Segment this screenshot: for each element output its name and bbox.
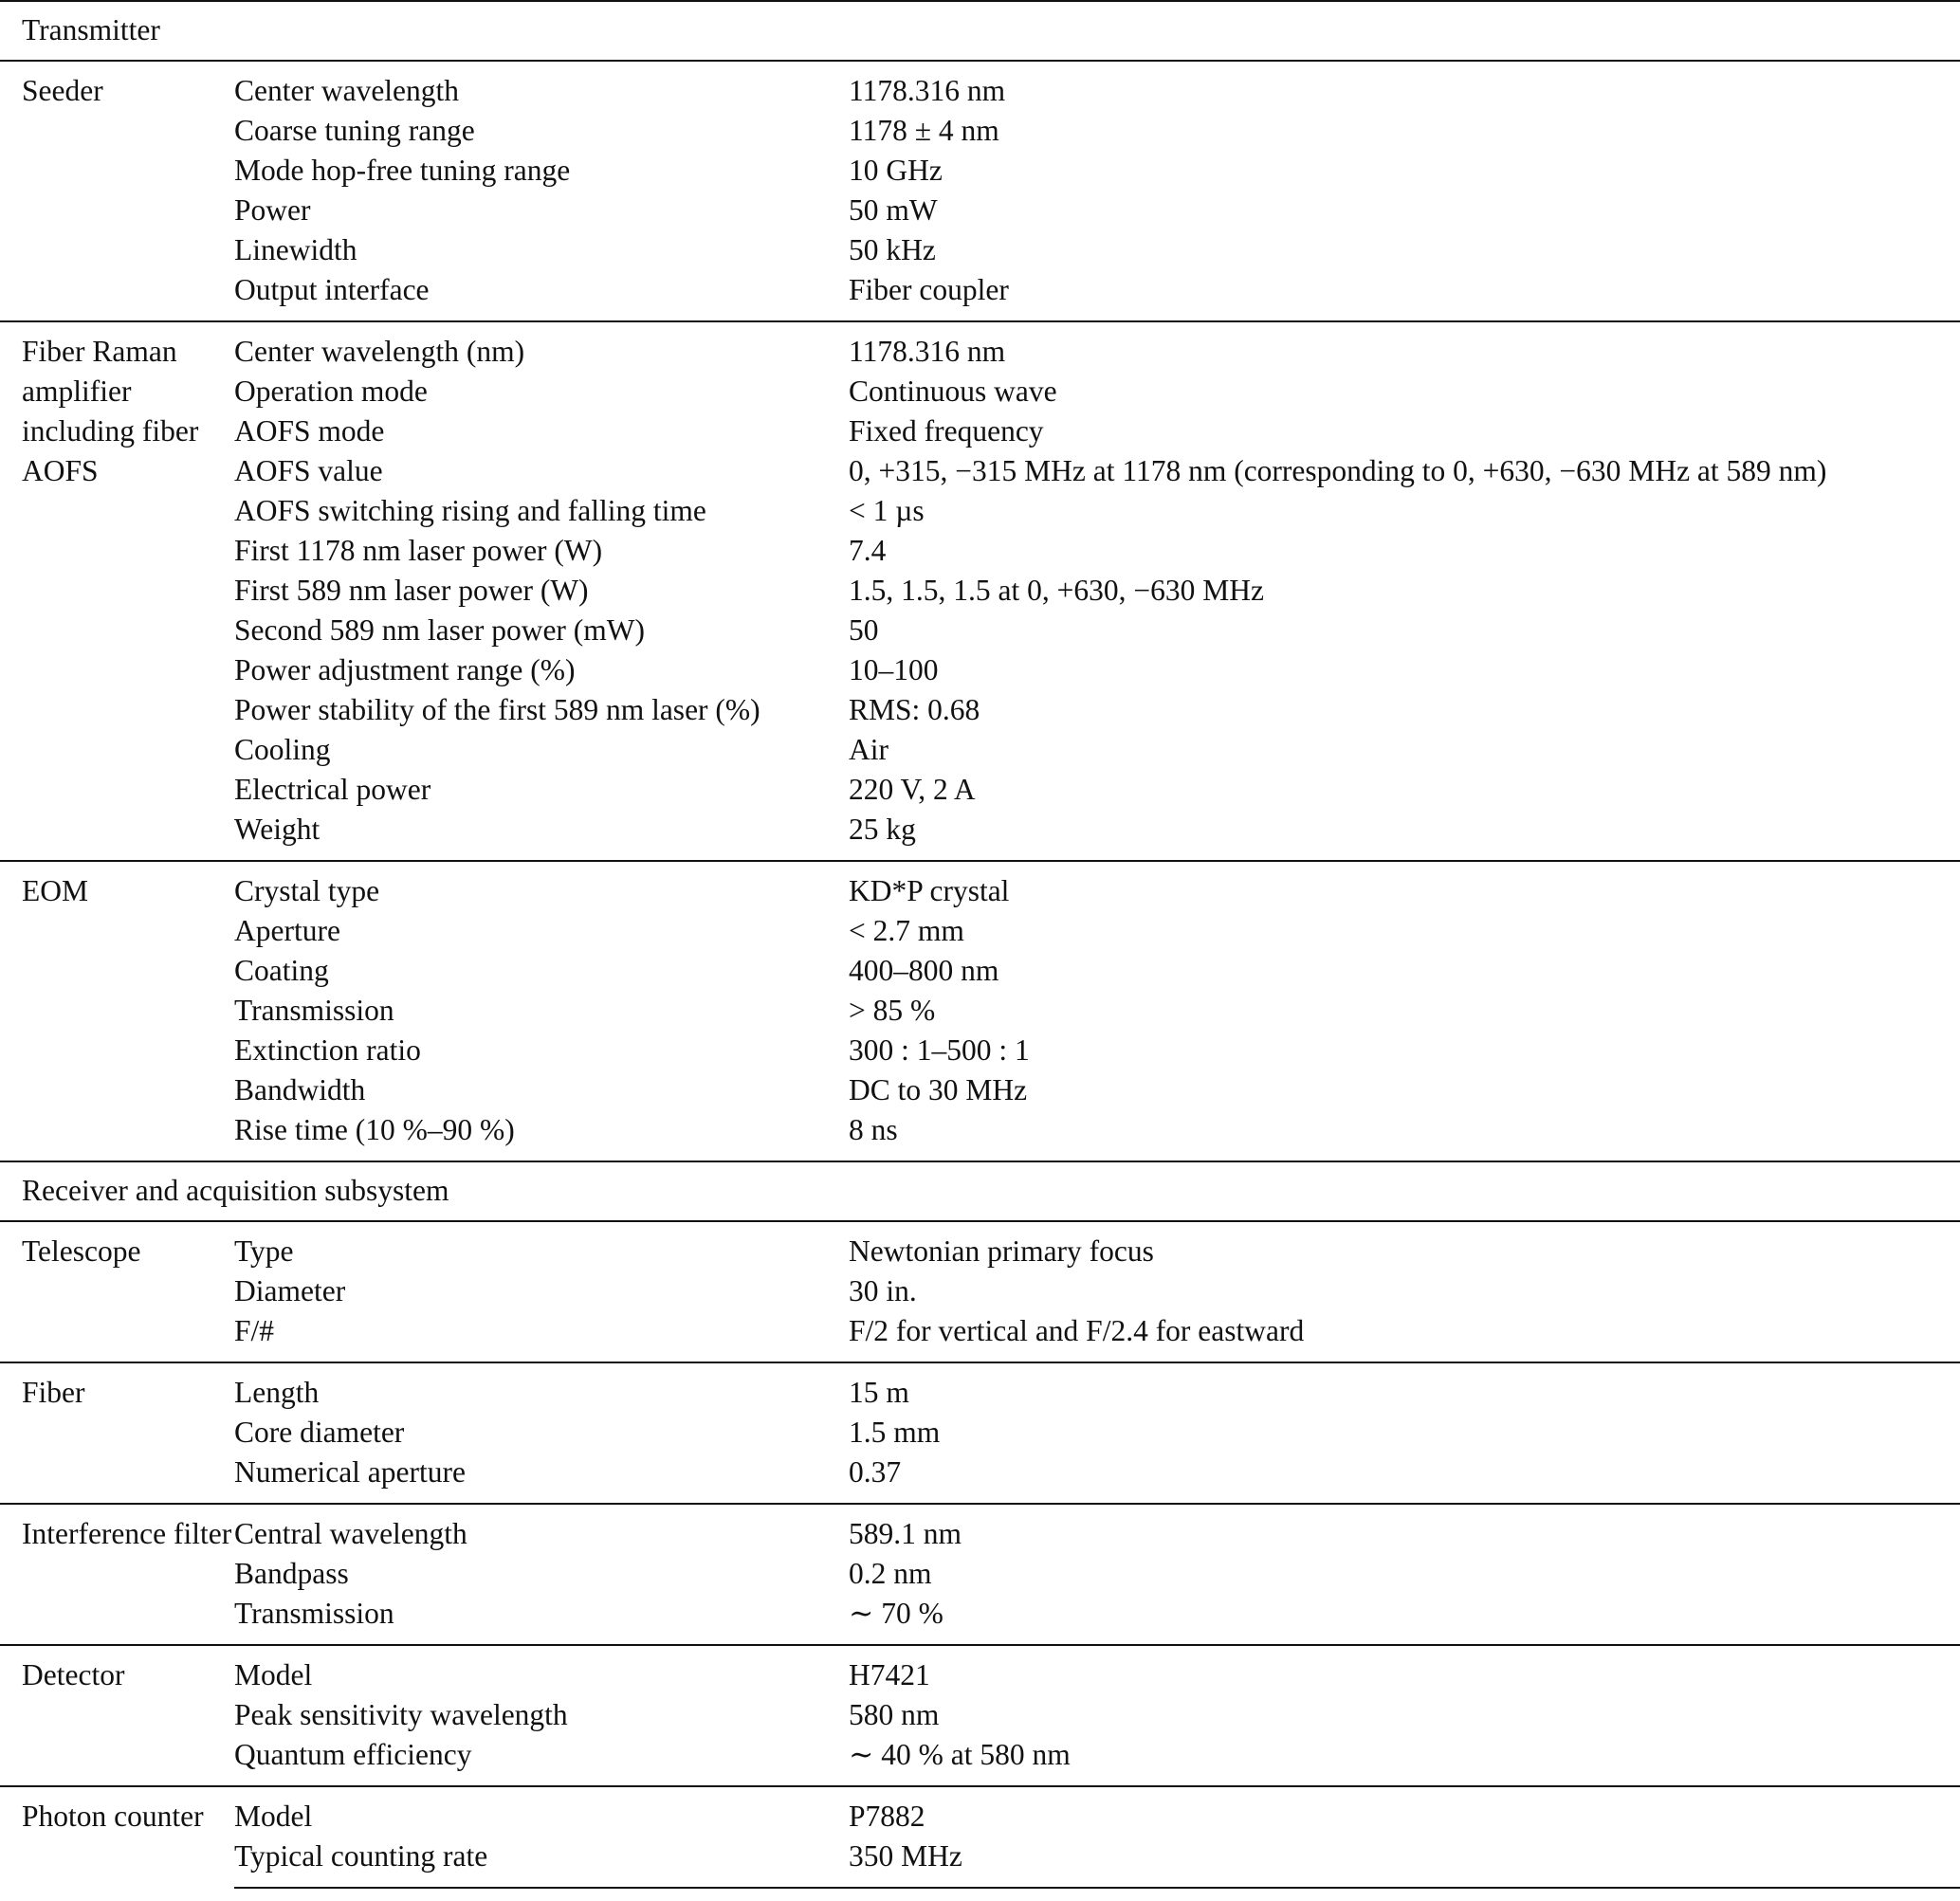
value-cell: 300 : 1–500 : 1 [849, 1033, 1030, 1067]
group-name: Seeder [0, 61, 234, 321]
parameter-cell: Power adjustment range (%) [234, 653, 576, 686]
table-row [0, 991, 1960, 1031]
parameter-cell: Numerical aperture [234, 1455, 466, 1489]
parameter-cell: Bandpass [234, 1557, 349, 1590]
value-cell: 1178.316 nm [849, 321, 1960, 372]
table-row [0, 1695, 1960, 1735]
table-row [0, 770, 1960, 810]
table-row [0, 1362, 1960, 1413]
parameter-cell: Type [234, 1221, 849, 1271]
table-row [0, 372, 1960, 411]
parameter-cell: Core diameter [234, 1416, 405, 1449]
value-cell: F/2 for vertical and F/2.4 for eastward [849, 1314, 1305, 1347]
value-cell: 0, +315, −315 MHz at 1178 nm (corresponding to 0, +630, −630 MHz at 589 nm) [849, 454, 1827, 487]
parameter-cell: Model [234, 1786, 849, 1837]
value-cell: Newtonian primary focus [849, 1221, 1960, 1271]
table-row [0, 1786, 1960, 1837]
value-cell: 7.4 [849, 534, 887, 567]
table-row [0, 111, 1960, 151]
value-cell: < 2.7 mm [849, 914, 964, 947]
value-cell: 1178.316 nm [849, 61, 1960, 111]
table-row [0, 151, 1960, 191]
parameter-cell: Length [234, 1362, 849, 1413]
section-header-row [0, 1161, 1960, 1221]
table-row [0, 1554, 1960, 1594]
parameter-cell: Coarse tuning range [234, 114, 475, 147]
parameter-cell: F/# [234, 1314, 275, 1347]
parameter-cell: Cooling [234, 733, 331, 766]
parameter-cell: Rise time (10 %–90 %) [234, 1113, 515, 1146]
parameter-cell: Operation mode [234, 375, 428, 408]
table-row [0, 1031, 1960, 1070]
value-cell: P7882 [849, 1786, 1960, 1837]
spec-table-body [0, 1, 1960, 1888]
value-cell: 350 MHz [849, 1837, 1960, 1888]
parameter-cell: Power [234, 193, 311, 227]
table-row [0, 690, 1960, 730]
value-cell: 589.1 nm [849, 1504, 1960, 1554]
table-row [0, 810, 1960, 861]
value-cell: KD*P crystal [849, 861, 1960, 911]
table-row [0, 730, 1960, 770]
value-cell: 1.5, 1.5, 1.5 at 0, +630, −630 MHz [849, 574, 1265, 607]
value-cell: 1178 ± 4 nm [849, 114, 999, 147]
parameter-cell: Linewidth [234, 233, 357, 266]
table-row [0, 191, 1960, 230]
value-cell: 580 nm [849, 1698, 940, 1731]
parameter-cell: Transmission [234, 1597, 394, 1630]
value-cell: Fixed frequency [849, 414, 1044, 448]
value-cell: Fiber coupler [849, 273, 1009, 306]
value-cell: Air [849, 733, 888, 766]
value-cell: H7421 [849, 1645, 1960, 1695]
table-row [0, 411, 1960, 451]
group-name: Photon counter [0, 1786, 234, 1888]
table-row [0, 911, 1960, 951]
table-row [0, 1837, 1960, 1888]
value-cell: ∼ 70 % [849, 1597, 943, 1630]
table-row [0, 1594, 1960, 1645]
parameter-cell: AOFS switching rising and falling time [234, 494, 706, 527]
value-cell: 0.37 [849, 1455, 902, 1489]
parameter-cell: AOFS mode [234, 414, 385, 448]
table-row [0, 1221, 1960, 1271]
parameter-cell: Power stability of the first 589 nm laser (%) [234, 693, 760, 726]
value-cell: 0.2 nm [849, 1557, 932, 1590]
parameter-cell: Extinction ratio [234, 1033, 421, 1067]
table-row [0, 491, 1960, 531]
table-row [0, 611, 1960, 650]
table-row [0, 451, 1960, 491]
parameter-cell: Quantum efficiency [234, 1738, 472, 1771]
value-cell: 10 GHz [849, 154, 943, 187]
table-row [0, 951, 1960, 991]
value-cell: 400–800 nm [849, 954, 999, 987]
table-row [0, 1453, 1960, 1504]
parameter-cell: First 589 nm laser power (W) [234, 574, 589, 607]
value-cell: 25 kg [849, 813, 916, 846]
group-name: Telescope [0, 1221, 234, 1362]
parameter-cell: First 1178 nm laser power (W) [234, 534, 603, 567]
value-cell: Continuous wave [849, 375, 1057, 408]
section-title: Transmitter [0, 1, 1960, 61]
value-cell: 10–100 [849, 653, 939, 686]
table-row [0, 1311, 1960, 1362]
parameter-cell: Model [234, 1645, 849, 1695]
parameter-cell: Peak sensitivity wavelength [234, 1698, 568, 1731]
parameter-cell: Weight [234, 813, 321, 846]
table-row [0, 861, 1960, 911]
value-cell: > 85 % [849, 994, 936, 1027]
table-row [0, 1110, 1960, 1161]
parameter-cell: Typical counting rate [234, 1837, 849, 1888]
table-row [0, 1645, 1960, 1695]
parameter-cell: Diameter [234, 1274, 346, 1307]
parameter-cell: AOFS value [234, 454, 383, 487]
parameter-cell: Center wavelength (nm) [234, 321, 849, 372]
value-cell: 220 V, 2 A [849, 773, 976, 806]
table-row [0, 650, 1960, 690]
table-row [0, 1735, 1960, 1786]
table-row [0, 1070, 1960, 1110]
group-name: Fiber Raman amplifier including fiber AOFS [0, 321, 234, 861]
parameter-cell: Electrical power [234, 773, 431, 806]
value-cell: 15 m [849, 1362, 1960, 1413]
value-cell: DC to 30 MHz [849, 1073, 1028, 1106]
value-cell: 50 mW [849, 193, 938, 227]
section-header-row [0, 1, 1960, 61]
parameter-cell: Center wavelength [234, 61, 849, 111]
parameter-cell: Mode hop-free tuning range [234, 154, 571, 187]
parameter-cell: Central wavelength [234, 1504, 849, 1554]
table-row [0, 531, 1960, 571]
table-row [0, 1271, 1960, 1311]
parameter-cell: Coating [234, 954, 329, 987]
group-name: EOM [0, 861, 234, 1161]
section-title: Receiver and acquisition subsystem [0, 1161, 1960, 1221]
group-name: Fiber [0, 1362, 234, 1504]
value-cell: 50 [849, 613, 879, 647]
value-cell: ∼ 40 % at 580 nm [849, 1738, 1071, 1771]
table-row [0, 270, 1960, 321]
parameter-cell: Crystal type [234, 861, 849, 911]
value-cell: 50 kHz [849, 233, 936, 266]
table-row [0, 61, 1960, 111]
value-cell: 8 ns [849, 1113, 898, 1146]
value-cell: RMS: 0.68 [849, 693, 980, 726]
table-row [0, 1413, 1960, 1453]
value-cell: 30 in. [849, 1274, 917, 1307]
value-cell: < 1 µs [849, 494, 925, 527]
parameter-cell: Transmission [234, 994, 394, 1027]
group-name: Interference filter [0, 1504, 234, 1645]
parameter-cell: Output interface [234, 273, 430, 306]
table-row [0, 571, 1960, 611]
table-row [0, 321, 1960, 372]
table-row [0, 1504, 1960, 1554]
parameter-cell: Second 589 nm laser power (mW) [234, 613, 646, 647]
value-cell: 1.5 mm [849, 1416, 941, 1449]
parameter-cell: Aperture [234, 914, 340, 947]
group-name: Detector [0, 1645, 234, 1786]
parameter-cell: Bandwidth [234, 1073, 366, 1106]
table-row [0, 230, 1960, 270]
